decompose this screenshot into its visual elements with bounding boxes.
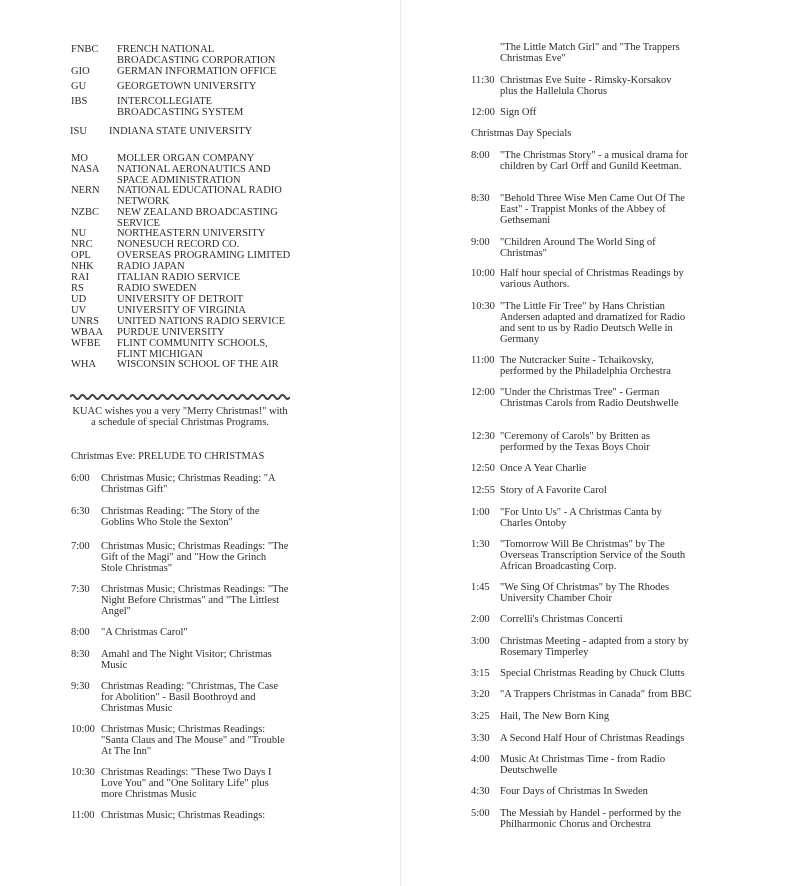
- program-time: 3:30: [471, 733, 490, 744]
- abbr-name: NATIONAL AERONAUTICS AND SPACE ADMINISTRATION: [117, 164, 271, 186]
- abbr-code: UV: [71, 305, 87, 316]
- program-description: Christmas Music; Christmas Readings: "Santa Claus and The Mouse" and "Trouble At The Inn": [101, 724, 285, 757]
- abbr-name: GERMAN INFORMATION OFFICE: [117, 66, 277, 77]
- abbr-name: NONESUCH RECORD CO.: [117, 239, 240, 250]
- program-description: "We Sing Of Christmas" by The Rhodes University Chamber Choir: [500, 582, 670, 604]
- program-description: "A Trappers Christmas in Canada" from BBC: [500, 689, 692, 700]
- abbr-name: NEW ZEALAND BROADCASTING SERVICE: [117, 207, 278, 229]
- program-time: 8:00: [71, 627, 90, 638]
- program-time: 6:00: [71, 473, 90, 484]
- program-description: "Behold Three Wise Men Came Out Of The East" - Trappist Monks of the Abbey of Gethsemani: [500, 193, 685, 226]
- abbr-name: OVERSEAS PROGRAMING LIMITED: [117, 250, 291, 261]
- program-description: Story of A Favorite Carol: [500, 485, 607, 496]
- program-description: The Nutcracker Suite - Tchaikovsky, performed by the Philadelphia Orchestra: [500, 355, 671, 377]
- program-time: 11:00: [71, 810, 95, 821]
- abbr-name: WISCONSIN SCHOOL OF THE AIR: [117, 359, 279, 370]
- program-description: Sign Off: [500, 107, 537, 118]
- abbr-code: UNRS: [71, 316, 100, 327]
- program-description: Four Days of Christmas In Sweden: [500, 786, 648, 797]
- abbr-name: RADIO SWEDEN: [117, 283, 197, 294]
- program-time: 10:30: [471, 301, 495, 312]
- program-time: 12:00: [471, 107, 495, 118]
- program-time: 9:00: [471, 237, 490, 248]
- abbr-code: RAI: [71, 272, 90, 283]
- program-time: 6:30: [71, 506, 90, 517]
- program-time: 8:30: [71, 649, 90, 660]
- program-description: Christmas Music; Christmas Readings:: [101, 810, 266, 821]
- program-description: "Children Around The World Sing of Christmas": [500, 237, 656, 259]
- program-description: Christmas Reading: "The Story of the Goblins Who Stole the Sexton": [101, 506, 260, 528]
- abbr-code: ISU: [70, 126, 87, 137]
- program-time: 3:00: [471, 636, 490, 647]
- program-time: 1:45: [471, 582, 490, 593]
- program-description: "Ceremony of Carols" by Britten as performed by the Texas Boys Choir: [500, 431, 651, 453]
- program-description: Christmas Eve Suite - Rimsky-Korsakov plus the Hallelula Chorus: [500, 75, 672, 97]
- program-time: 7:00: [71, 541, 90, 552]
- abbr-code: NASA: [71, 164, 100, 175]
- program-description: Hail, The New Born King: [500, 711, 610, 722]
- abbr-code: NRC: [71, 239, 93, 250]
- program-time: 4:30: [471, 786, 490, 797]
- abbr-name: NATIONAL EDUCATIONAL RADIO NETWORK: [117, 185, 282, 207]
- abbr-code: UD: [71, 294, 87, 305]
- abbr-name: FRENCH NATIONAL BROADCASTING CORPORATION: [117, 44, 276, 66]
- abbr-name: INTERCOLLEGIATE BROADCASTING SYSTEM: [117, 96, 244, 118]
- kuac-message: KUAC wishes you a very "Merry Christmas!" with a schedule of special Christmas Programs.: [72, 406, 288, 428]
- program-time: 9:30: [71, 681, 90, 692]
- program-description: Christmas Meeting - adapted from a story by Rosemary Timperley: [500, 636, 689, 658]
- abbr-code: MO: [71, 153, 88, 164]
- program-description: Half hour special of Christmas Readings by various Authors.: [500, 268, 684, 290]
- program-description: Special Christmas Reading by Chuck Clutts: [500, 668, 685, 679]
- christmas-eve-heading: Christmas Eve: PRELUDE TO CHRISTMAS: [71, 451, 265, 462]
- program-description: "The Christmas Story" - a musical drama for children by Carl Orff and Gunild Keetman.: [500, 150, 688, 172]
- abbr-code: RS: [71, 283, 84, 294]
- program-time: 12:50: [471, 463, 495, 474]
- program-description: "The Little Fir Tree" by Hans Christian Andersen adapted and dramatized for Radio and sent to us by Radio Deutsch Welle in Germany: [500, 301, 686, 345]
- abbr-code: NERN: [71, 185, 100, 196]
- program-description: "Under the Christmas Tree" - German Christmas Carols from Radio Deutshwelle: [500, 387, 679, 409]
- abbr-code: NZBC: [71, 207, 100, 218]
- program-time: 10:00: [71, 724, 95, 735]
- abbr-code: FNBC: [71, 44, 99, 55]
- abbr-name: UNITED NATIONS RADIO SERVICE: [117, 316, 286, 327]
- program-description: Amahl and The Night Visitor; Christmas Music: [101, 649, 272, 671]
- program-time: 11:30: [471, 75, 495, 86]
- program-description: Once A Year Charlie: [500, 463, 587, 474]
- program-description: Correlli's Christmas Concerti: [500, 614, 623, 625]
- program-time: 1:30: [471, 539, 490, 550]
- program-time: 12:30: [471, 431, 495, 442]
- program-description: "Tomorrow Will Be Christmas" by The Overseas Transcription Service of the South African Broadcasting Corp.: [500, 539, 686, 572]
- abbr-name: PURDUE UNIVERSITY: [117, 327, 225, 338]
- column-divider: [400, 0, 401, 886]
- program-time: 1:00: [471, 507, 490, 518]
- abbr-code: WFBE: [71, 338, 101, 349]
- program-time: 3:20: [471, 689, 490, 700]
- program-description: Christmas Readings: "These Two Days I Love You" and "One Solitary Life" plus more Christmas Music: [101, 767, 272, 800]
- program-description: Music At Christmas Time - from Radio Deutschwelle: [500, 754, 666, 776]
- program-time: 10:00: [471, 268, 495, 279]
- program-time: 3:25: [471, 711, 490, 722]
- abbr-name: FLINT COMMUNITY SCHOOLS, FLINT MICHIGAN: [117, 338, 268, 360]
- program-time: 12:55: [471, 485, 495, 496]
- abbr-name: MOLLER ORGAN COMPANY: [117, 153, 255, 164]
- abbr-code: WHA: [71, 359, 97, 370]
- program-description: "A Christmas Carol": [101, 627, 188, 638]
- abbr-code: GIO: [71, 66, 90, 77]
- program-time: 4:00: [471, 754, 490, 765]
- christmas-day-heading: Christmas Day Specials: [471, 128, 572, 139]
- program-time: 8:30: [471, 193, 490, 204]
- program-description: "For Unto Us" - A Christmas Canta by Charles Ontoby: [500, 507, 662, 529]
- abbr-code: WBAA: [71, 327, 104, 338]
- abbr-name: UNIVERSITY OF DETROIT: [117, 294, 244, 305]
- program-time: 5:00: [471, 808, 490, 819]
- program-description: Christmas Reading: "Christmas, The Case for Abolition" - Basil Boothroyd and Christmas Music: [101, 681, 279, 714]
- program-description: Christmas Music; Christmas Reading: "A Christmas Gift": [101, 473, 276, 495]
- program-description: Christmas Music; Christmas Readings: "The Gift of the Magi" and "How the Grinch Stole Christmas": [101, 541, 289, 574]
- program-time: 8:00: [471, 150, 490, 161]
- program-time: 2:00: [471, 614, 490, 625]
- wavy-divider: [70, 393, 290, 401]
- program-time: 7:30: [71, 584, 90, 595]
- program-description: A Second Half Hour of Christmas Readings: [500, 733, 685, 744]
- abbr-name: NORTHEASTERN UNIVERSITY: [117, 228, 266, 239]
- christmas-eve-continuation: "The Little Match Girl" and "The Trappers Christmas Eve": [500, 42, 680, 64]
- abbr-code: OPL: [71, 250, 91, 261]
- abbr-name: RADIO JAPAN: [117, 261, 185, 272]
- program-time: 12:00: [471, 387, 495, 398]
- abbr-code: NU: [71, 228, 87, 239]
- abbr-code: IBS: [71, 96, 88, 107]
- program-time: 10:30: [71, 767, 95, 778]
- abbr-name: UNIVERSITY OF VIRGINIA: [117, 305, 246, 316]
- abbr-name: ITALIAN RADIO SERVICE: [117, 272, 241, 283]
- program-description: Christmas Music; Christmas Readings: "The Night Before Christmas" and "The Littlest Angel": [101, 584, 289, 617]
- abbr-code: GU: [71, 81, 87, 92]
- program-time: 3:15: [471, 668, 490, 679]
- program-time: 11:00: [471, 355, 495, 366]
- abbr-code: NHK: [71, 261, 94, 272]
- abbr-name: GEORGETOWN UNIVERSITY: [117, 81, 257, 92]
- program-description: The Messiah by Handel - performed by the Philharmonic Chorus and Orchestra: [500, 808, 682, 830]
- abbr-name: INDIANA STATE UNIVERSITY: [109, 126, 253, 137]
